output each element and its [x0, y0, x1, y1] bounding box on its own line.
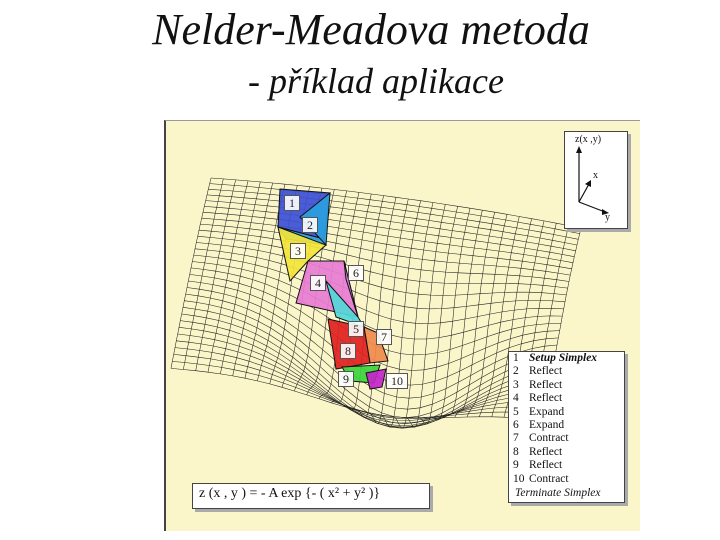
- step-name: Expand: [529, 418, 565, 431]
- x-axis-label: x: [593, 170, 598, 181]
- step-number: 5: [513, 405, 519, 418]
- step-number: 7: [513, 432, 519, 445]
- step-row: [509, 432, 624, 445]
- page-subtitle: - příklad aplikace: [248, 61, 504, 101]
- step-name: Contract: [529, 472, 569, 485]
- mesh-line: [455, 212, 495, 417]
- step-row: [509, 473, 624, 486]
- simplex-label: 5: [348, 321, 364, 337]
- mesh-line: [368, 199, 408, 424]
- step-number: 3: [513, 378, 519, 391]
- step-number: 2: [513, 365, 519, 378]
- simplex-label: 4: [310, 275, 326, 291]
- step-number: 4: [513, 392, 519, 405]
- step-number: 10: [513, 472, 525, 485]
- simplex-label: 8: [340, 343, 356, 359]
- simplex-label: 10: [386, 373, 408, 389]
- simplex-label: 1: [284, 195, 300, 211]
- formula-box: [192, 483, 430, 509]
- step-name: Setup Simplex: [529, 352, 598, 364]
- simplex-label: 9: [338, 371, 354, 387]
- step-number: 8: [513, 445, 519, 458]
- nelder-mead-figure: [164, 120, 640, 531]
- y-axis-label: y: [605, 212, 610, 223]
- axes-legend: [564, 131, 628, 229]
- step-name: Reflect: [529, 378, 563, 391]
- step-name: Expand: [529, 405, 565, 418]
- formula-text: z (x , y ) = - A exp {- ( x² + y² )}: [199, 486, 381, 501]
- simplex-triangle: [366, 369, 386, 389]
- step-number: 9: [513, 459, 519, 472]
- simplex-label: 7: [376, 329, 392, 345]
- step-row: [509, 419, 624, 432]
- step-name: Contract: [529, 432, 569, 445]
- mesh-line: [210, 184, 580, 234]
- simplex-label: 3: [290, 243, 306, 259]
- step-row: [509, 392, 624, 405]
- simplex-label: 2: [302, 217, 318, 233]
- step-row: [509, 379, 624, 392]
- mesh-line: [204, 206, 574, 256]
- simplex-label: 6: [348, 265, 364, 281]
- mesh-line: [200, 224, 570, 275]
- mesh-line: [418, 206, 458, 424]
- mesh-line: [206, 201, 576, 251]
- mesh-line: [198, 236, 568, 288]
- step-number: 6: [513, 418, 519, 431]
- step-row: [509, 446, 624, 459]
- mesh-line: [199, 230, 569, 281]
- step-name: Reflect: [529, 365, 563, 378]
- step-row: [509, 352, 624, 365]
- step-row: [509, 365, 624, 378]
- steps-list: [509, 352, 624, 486]
- step-name: Reflect: [529, 445, 563, 458]
- step-name: Reflect: [529, 392, 563, 405]
- mesh-line: [192, 262, 562, 340]
- z-axis-label: z(x ,y): [575, 134, 602, 145]
- step-row: [509, 459, 624, 472]
- step-row: [509, 406, 624, 419]
- step-number: 1: [513, 352, 519, 364]
- mesh-line: [393, 203, 433, 429]
- mesh-line: [442, 210, 482, 418]
- terminate-label: Terminate Simplex: [515, 486, 601, 499]
- mesh-line: [405, 204, 445, 427]
- step-name: Reflect: [529, 459, 563, 472]
- steps-legend: [508, 351, 625, 503]
- page-title: Nelder-Meadova metoda: [152, 5, 590, 54]
